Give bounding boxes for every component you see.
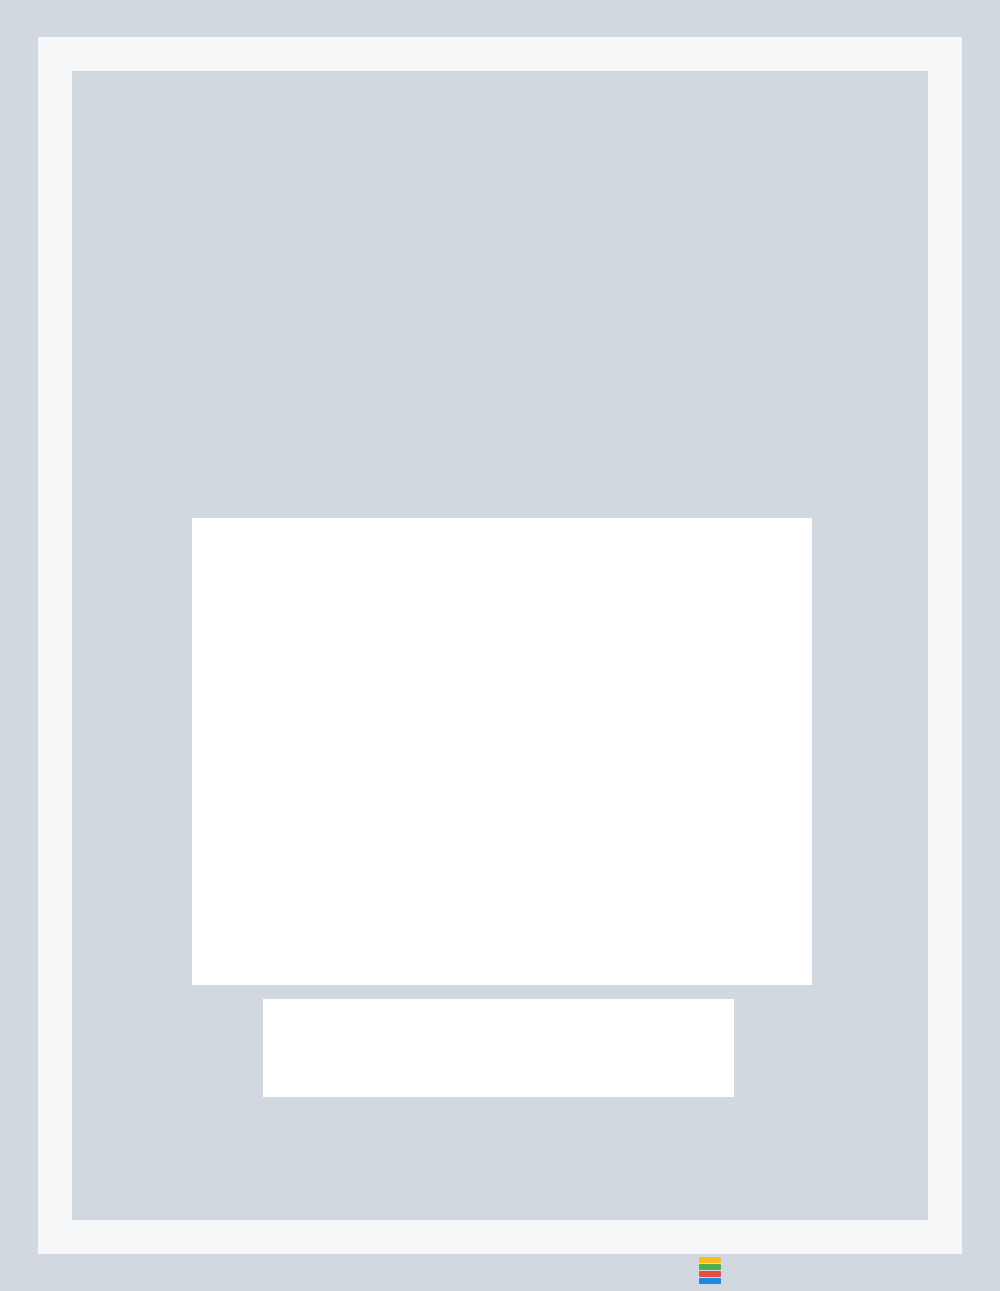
liveworksheets-logo xyxy=(699,1255,725,1285)
balloon-border-left xyxy=(38,71,72,1220)
shapes-drawing xyxy=(192,518,812,985)
logo-mark-icon xyxy=(699,1257,721,1283)
legend-drawing xyxy=(263,999,734,1097)
shapes-image xyxy=(192,518,812,985)
question-2 xyxy=(118,446,148,477)
balloon-border-right xyxy=(928,71,962,1220)
shape-legend xyxy=(263,999,734,1097)
balloon-border-bottom xyxy=(38,1220,962,1254)
question-1 xyxy=(118,166,148,197)
balloon-border-top xyxy=(38,37,962,71)
